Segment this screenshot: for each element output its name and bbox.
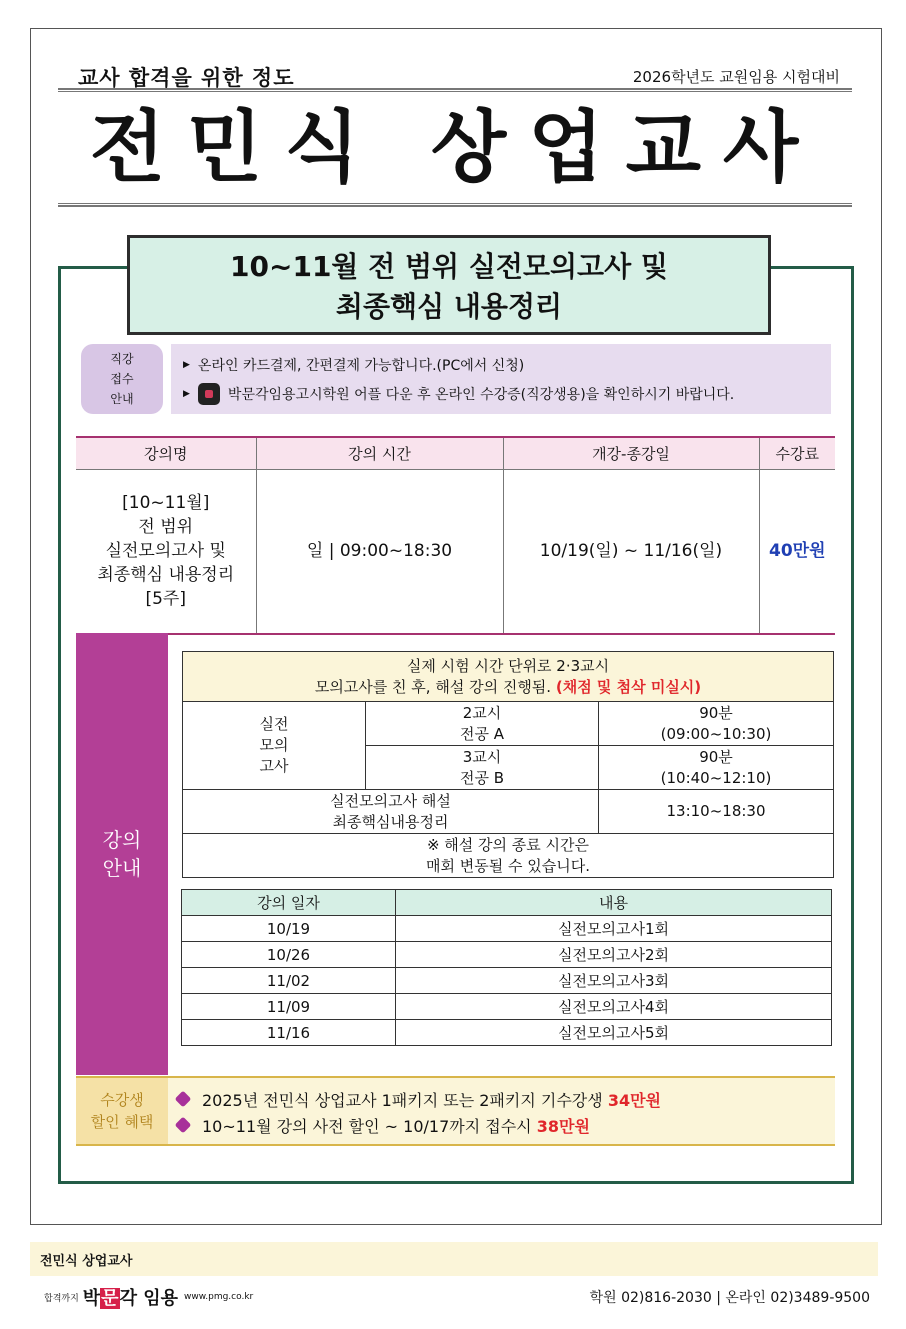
triangle-bullet-icon: ▶ — [183, 388, 190, 399]
page-title: 전민식 상업교사 — [89, 103, 821, 193]
table-header: 강의 일자 — [182, 890, 396, 916]
guide-label: 강의 안내 — [76, 633, 168, 1075]
table-header: 강의 시간 — [256, 437, 503, 469]
course-banner — [127, 235, 771, 335]
table-header: 강의명 — [76, 437, 256, 469]
review-session: 실전모의고사 해설 최종핵심내용정리 — [183, 790, 599, 834]
tagline: 교사 합격을 위한 정도 — [78, 66, 295, 90]
course-time: 일 | 09:00~18:30 — [256, 469, 503, 634]
divider — [58, 203, 852, 207]
dates-table — [181, 889, 832, 1046]
website-link[interactable]: www.pmg.co.kr — [184, 1292, 254, 1302]
discount-item: 10~11월 강의 사전 할인 ~ 10/17까지 접수시 38만원 — [176, 1112, 661, 1138]
table-row: 11/16 실전모의고사5회 — [182, 1020, 832, 1046]
session-name: 3교시 전공 B — [366, 746, 599, 790]
table-row: 11/09 실전모의고사4회 — [182, 994, 832, 1020]
brand-logo: 합격까지 박문각 임용 www.pmg.co.kr — [44, 1288, 254, 1309]
review-time: 13:10~18:30 — [599, 790, 834, 834]
session-name: 2교시 전공 A — [366, 702, 599, 746]
contact-info: 학원 02)816-2030 | 온라인 02)3489-9500 — [589, 1290, 870, 1306]
table-row: 10/26 실전모의고사2회 — [182, 942, 832, 968]
course-name: [10~11월] 전 범위 실전모의고사 및 최종핵심 내용정리 [5주] — [76, 469, 256, 634]
schedule-note: ※ 해설 강의 종료 시간은 매회 변동될 수 있습니다. — [183, 834, 834, 878]
gem-bullet-icon — [175, 1117, 192, 1134]
discount-tag: 수강생 할인 혜택 — [76, 1078, 168, 1144]
discount-list — [176, 1086, 661, 1138]
course-period: 10/19(일) ~ 11/16(일) — [503, 469, 759, 634]
banner-line: 최종핵심 내용정리 — [335, 290, 563, 323]
notice-item: ▶ 박문각임용고시학원 어플 다운 후 온라인 수강증(직강생용)을 확인하시기 바랍니다. — [183, 379, 831, 408]
divider — [58, 88, 852, 92]
course-fee: 40만원 — [759, 469, 835, 634]
triangle-bullet-icon: ▶ — [183, 359, 190, 370]
notice-tag: 직강 접수 안내 — [81, 344, 163, 414]
table-row: 11/02 실전모의고사3회 — [182, 968, 832, 994]
gem-bullet-icon — [175, 1091, 192, 1108]
schedule-table — [182, 651, 834, 878]
schedule-header: 실제 시험 시간 단위로 2·3교시 모의고사를 친 후, 해설 강의 진행됨. (채점 및 첨삭 미실시) — [183, 652, 834, 702]
notice-body — [171, 344, 831, 414]
notice-item: ▶ 온라인 카드결제, 간편결제 가능합니다.(PC에서 신청) — [183, 357, 525, 374]
table-row: 10/19 실전모의고사1회 — [182, 916, 832, 942]
session-time: 90분 (10:40~12:10) — [599, 746, 834, 790]
table-header: 개강-종강일 — [503, 437, 759, 469]
mock-exam-label: 실전 모의 고사 — [183, 702, 366, 790]
no-grading-note: (채점 및 첨삭 미실시) — [555, 677, 702, 696]
app-icon — [198, 383, 220, 405]
table-header: 내용 — [396, 890, 832, 916]
banner-line: 10~11월 전 범위 실전모의고사 및 — [230, 250, 668, 283]
footer-bar: 전민식 상업교사 — [30, 1242, 878, 1276]
course-table — [76, 436, 835, 635]
exam-year: 2026학년도 교원임용 시험대비 — [632, 68, 840, 86]
table-header: 수강료 — [759, 437, 835, 469]
discount-item: 2025년 전민식 상업교사 1패키지 또는 2패키지 기수강생 34만원 — [176, 1086, 661, 1112]
discount-section — [76, 1076, 835, 1146]
session-time: 90분 (09:00~10:30) — [599, 702, 834, 746]
